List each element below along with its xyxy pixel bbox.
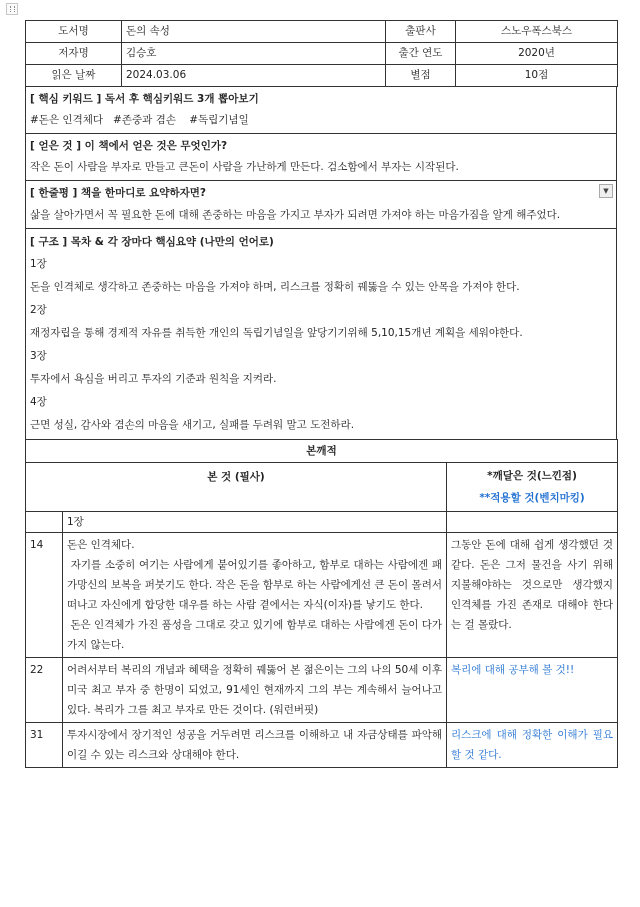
reading-note-sheet: [25, 20, 617, 768]
chapter-2-text: 재정자립을 통해 경제적 자유를 취득한 개인의 독립기념일을 앞당기기위해 5,10,15개년 계획을 세워야한다.: [30, 327, 523, 339]
col-realized-header: *깨달은 것(느낀점): [487, 470, 577, 482]
sections-table: [25, 86, 617, 440]
year-value[interactable]: 2020년: [456, 43, 618, 65]
chapter-4-text: 근면 성실, 감사와 겸손의 마음을 새기고, 실패를 두려워 말고 도전하라.: [30, 419, 355, 431]
chapter-3-text: 투자에서 욕심을 버리고 투자의 기준과 원칙을 지켜라.: [30, 373, 277, 385]
chapter-row-label[interactable]: 1장: [63, 512, 447, 533]
table-row: [26, 658, 618, 723]
row-page: 14: [26, 533, 63, 658]
summary-line-body: 삶을 살아가면서 꼭 필요한 돈에 대해 존중하는 마음을 가지고 부자가 되려면 가져야 하는 마음가짐을 알게 해주었다.: [30, 209, 561, 221]
author-value[interactable]: 김승호: [122, 43, 386, 65]
transcription-title: 본깨적: [26, 440, 618, 463]
row-seen[interactable]: [63, 658, 447, 723]
keywords-cell[interactable]: [26, 87, 617, 134]
row-seen[interactable]: [63, 533, 447, 658]
row-note[interactable]: 복리에 대해 공부해 볼 것!!: [447, 658, 618, 723]
year-label: 출간 연도: [386, 43, 456, 65]
row-page: 31: [26, 723, 63, 768]
publisher-label: 출판사: [386, 21, 456, 43]
date-label: 읽은 날짜: [26, 65, 122, 87]
row-seen-line: 돈은 인격체다.: [67, 539, 135, 551]
title-label: 도서명: [26, 21, 122, 43]
table-row: [26, 533, 618, 658]
summary-line-heading: [ 한줄평 ] 책을 한마디로 요약하자면?: [30, 187, 206, 199]
chapter-3-label: 3장: [30, 350, 47, 362]
book-info-table: [25, 20, 618, 87]
score-label: 별점: [386, 65, 456, 87]
table-row: [26, 723, 618, 768]
chapter-2-label: 2장: [30, 304, 47, 316]
keywords-heading: [ 핵심 키워드 ] 독서 후 핵심키워드 3개 뽑아보기: [30, 93, 259, 105]
row-seen-line: 투자시장에서 장기적인 성공을 거두려면 리스크를 이해하고 내 자금상태를 파악해 이길 수 있는 리스크와 상대해야 한다.: [67, 729, 442, 761]
gained-body: 작은 돈이 사람을 부자로 만들고 큰돈이 사람을 가난하게 만든다. 검소함에서 부자는 시작된다.: [30, 161, 459, 173]
row-seen-line: 돈은 인격체가 가진 품성을 그대로 갖고 있기에 함부로 대하는 사람에겐 돈이 다가가지 않는다.: [67, 619, 442, 651]
row-note[interactable]: 그동안 돈에 대해 쉽게 생각했던 것 같다. 돈은 그저 물건을 사기 위해 지불해야하는 것으로만 생각했지 인격체를 가진 존재로 대해야 한다는 걸 몰랐다.: [447, 533, 618, 658]
transcription-table: [25, 439, 618, 768]
gained-cell[interactable]: [26, 134, 617, 181]
col-notes-header: [447, 463, 618, 512]
row-seen-line: 자기를 소중히 여기는 사람에게 붙어있기를 좋아하고, 함부로 대하는 사람에겐 패가망신의 보복을 퍼붓기도 한다. 작은 돈을 함부로 하는 사람에게선 큰 돈이 몰려서 떠나고 자신에게 합당한 대우를 하는 사람 곁에서는 자식(이자)를 낳기도 한다.: [67, 559, 446, 611]
structure-cell[interactable]: [26, 229, 617, 440]
row-note[interactable]: 리스크에 대해 정확한 이해가 필요할 것 같다.: [447, 723, 618, 768]
title-value[interactable]: 돈의 속성: [122, 21, 386, 43]
chapter-4-label: 4장: [30, 396, 47, 408]
summary-line-cell[interactable]: [26, 181, 617, 229]
publisher-value[interactable]: 스노우폭스북스: [456, 21, 618, 43]
keywords-body: #돈은 인격체다 #존중과 겸손 #독립기념일: [30, 114, 249, 126]
chapter-1-text: 돈을 인격체로 생각하고 존중하는 마음을 가져야 하며, 리스크를 정확히 꿰뚫을 수 있는 안목을 가져야 한다.: [30, 281, 520, 293]
dropdown-icon[interactable]: ▼: [599, 184, 613, 198]
chapter-1-label: 1장: [30, 258, 47, 270]
structure-heading: [ 구조 ] 목차 & 각 장마다 핵심요약 (나만의 언어로): [30, 236, 274, 248]
chapter-row-note[interactable]: [447, 512, 618, 533]
date-value[interactable]: 2024.03.06: [122, 65, 386, 87]
col-apply-header: **적용할 것(벤치마킹): [479, 492, 585, 504]
row-seen[interactable]: [63, 723, 447, 768]
gained-heading: [ 얻은 것 ] 이 책에서 얻은 것은 무엇인가?: [30, 140, 228, 152]
author-label: 저자명: [26, 43, 122, 65]
score-value[interactable]: 10점: [456, 65, 618, 87]
col-seen-header: 본 것 (필사): [26, 463, 447, 512]
chapter-row-page: [26, 512, 63, 533]
row-seen-line: 어려서부터 복리의 개념과 혜택을 정확히 꿰뚫어 본 젊은이는 그의 나의 50세 이후 미국 최고 부자 중 한명이 되었고, 91세인 현재까지 그의 부는 계속해서 늘어나고 있다. 복리가 그를 최고 부자로 만든 것이다. (워런버핏): [67, 664, 442, 716]
row-page: 22: [26, 658, 63, 723]
table-drag-handle[interactable]: [6, 3, 18, 15]
